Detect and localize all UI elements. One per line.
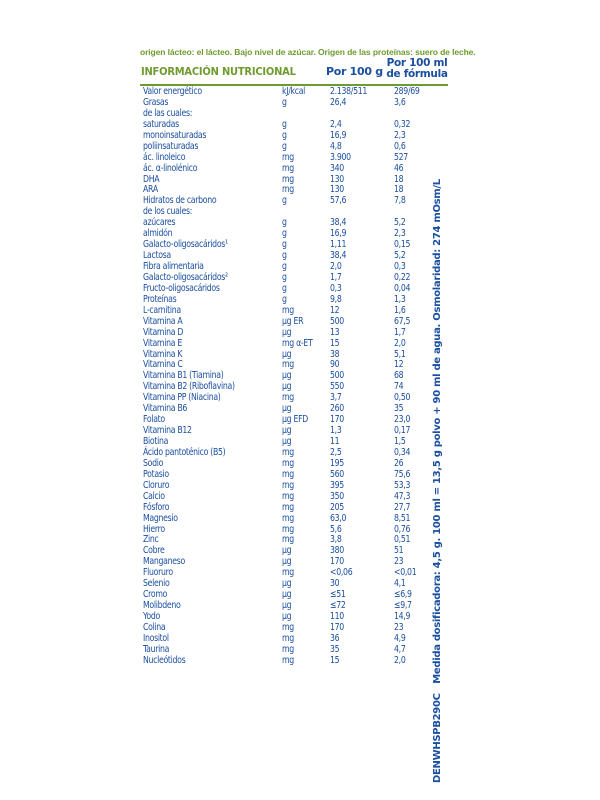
nutrient-name: Galacto-oligosacáridos¹ [143,239,228,251]
value-per-100g: 38,4 [330,250,347,262]
nutrient-row [140,633,440,644]
side-note [432,179,443,783]
nutrient-row [140,622,440,633]
value-per-100g: 205 [330,501,344,513]
nutrient-name: Hidratos de carbono [143,195,217,207]
value-per-100g: 16,9 [330,129,347,141]
nutrient-unit: mg α-ET [282,337,313,349]
nutrient-name: Calcio [143,490,165,502]
nutrient-row [140,589,440,600]
value-per-100ml: 51 [394,545,404,557]
value-per-100g: <0,06 [330,567,353,579]
nutrient-row [140,130,440,141]
nutrient-unit: µg [282,600,292,612]
table-header [140,58,448,83]
nutrient-unit: mg [282,304,294,316]
nutrient-row [140,195,440,206]
nutrient-row [140,174,440,185]
value-per-100ml: 23 [394,556,404,568]
nutrient-name: ác. linoleico [143,151,186,163]
nutrient-name: de las cuales: [143,107,193,119]
nutrient-name: Vitamina B12 [143,425,192,437]
nutrient-name: L-carnitina [143,304,181,316]
value-per-100g: 3,8 [330,534,342,546]
nutrient-row [140,491,440,502]
nutrient-name: Valor energético [143,86,202,97]
value-per-100g: 16,9 [330,228,347,240]
nutrient-row [140,392,440,403]
value-per-100ml: 0,34 [394,446,411,458]
nutrient-row [140,86,440,97]
nutrient-unit: µg [282,425,292,437]
value-per-100ml: <0,01 [394,567,417,579]
nutrient-row [140,272,440,283]
nutrient-name: Folato [143,414,165,426]
nutrient-name: Vitamina E [143,337,182,349]
nutrient-unit: mg [282,173,294,185]
value-per-100g: 26,4 [330,96,347,108]
value-per-100ml: 0,76 [394,523,411,535]
nutrient-row [140,556,440,567]
nutrient-name: Potasio [143,468,169,480]
value-per-100ml: 1,6 [394,304,406,316]
nutrient-unit: mg [282,501,294,513]
nutrient-row [140,436,440,447]
value-per-100g: 500 [330,370,344,382]
value-per-100ml: 23 [394,621,404,633]
value-per-100g: 1,3 [330,425,342,437]
value-per-100ml: 8,51 [394,512,411,524]
nutrient-name: Selenio [143,578,170,590]
nutrient-row [140,534,440,545]
nutrient-name: Fósforo [143,501,170,513]
nutrient-name: Magnesio [143,512,178,524]
value-per-100ml: 0,04 [394,282,411,294]
nutrient-row [140,141,440,152]
value-per-100ml: 0,32 [394,118,411,130]
value-per-100g: 2.138/511 [330,86,368,97]
nutrient-row [140,152,440,163]
value-per-100g: 3.900 [330,151,351,163]
dosage-note: Medida dosificadora: 4,5 g. 100 ml = 13,5 g polvo + 90 ml de agua. Osmolaridad: 274 mOsm/L [432,179,443,684]
nutrient-name: Sodio [143,457,164,469]
nutrient-unit: mg [282,392,294,404]
value-per-100ml: 46 [394,162,404,174]
value-per-100g: 0,3 [330,282,342,294]
nutrient-unit: µg [282,348,292,360]
nutrient-unit: g [282,195,287,207]
value-per-100g: 1,11 [330,239,347,251]
nutrient-unit: g [282,261,287,272]
nutrient-name: Fibra alimentaria [143,261,204,272]
value-per-100ml: 23,0 [394,414,411,426]
nutrient-unit: mg [282,359,294,371]
nutrient-row [140,359,440,370]
nutrient-row [140,283,440,294]
nutrient-name: Cromo [143,589,168,601]
value-per-100g: 2,4 [330,118,342,130]
nutrient-unit: g [282,239,287,251]
nutrient-unit: mg [282,523,294,535]
value-per-100g: 500 [330,315,344,327]
column-header-per-100g: Por 100 g [326,65,383,78]
nutrient-unit: mg [282,621,294,633]
nutrient-name: Vitamina D [143,326,184,338]
value-per-100ml: 289/69 [394,86,420,97]
value-per-100g: 4,8 [330,140,342,152]
value-per-100ml: 527 [394,151,408,163]
value-per-100ml: 5,2 [394,250,406,262]
nutrition-table [140,86,440,666]
value-per-100g: 38 [330,348,340,360]
value-per-100g: 170 [330,414,344,426]
nutrient-row [140,349,440,360]
nutrient-row [140,567,440,578]
nutrient-name: Molibdeno [143,600,181,612]
nutrient-name: Nucleótidos [143,654,186,666]
value-per-100g: 395 [330,479,344,491]
nutrient-name: Vitamina A [143,315,183,327]
nutrient-row [140,184,440,195]
value-per-100g: 170 [330,621,344,633]
nutrient-row [140,108,440,119]
nutrient-unit: g [282,271,287,283]
nutrient-unit: µg [282,589,292,601]
value-per-100g: 35 [330,643,340,655]
nutrient-name: Vitamina C [143,359,183,371]
nutrient-unit: g [282,129,287,141]
nutrient-unit: g [282,118,287,130]
nutrient-name: Fluoruro [143,567,173,579]
value-per-100g: 90 [330,359,340,371]
value-per-100g: 2,0 [330,261,342,272]
value-per-100ml: 14,9 [394,611,411,622]
value-per-100g: 38,4 [330,217,347,229]
nutrient-unit: µg [282,326,292,338]
nutrient-name: Galacto-oligosacáridos² [143,271,228,283]
nutrient-row [140,327,440,338]
nutrient-unit: µg [282,611,292,622]
value-per-100g: 5,6 [330,523,342,535]
nutrient-unit: mg [282,512,294,524]
nutrient-unit: µg [282,578,292,590]
nutrient-unit: µg [282,436,292,447]
nutrient-name: Grasas [143,96,169,108]
nutrient-unit: µg EFD [282,414,308,426]
nutrient-unit: g [282,293,287,305]
value-per-100g: 11 [330,436,340,447]
nutrient-name: Hierro [143,523,165,535]
nutrient-name: Manganeso [143,556,185,568]
nutrient-name: Ácido pantoténico (B5) [143,446,226,458]
nutrient-row [140,447,440,458]
value-per-100g: 13 [330,326,340,338]
value-per-100g: 195 [330,457,344,469]
nutrient-row [140,338,440,349]
value-per-100g: 170 [330,556,344,568]
nutrient-unit: mg [282,446,294,458]
nutrient-name: poliinsaturadas [143,140,199,152]
nutrient-row [140,381,440,392]
nutrient-name: Vitamina PP (Niacina) [143,392,221,404]
value-per-100ml: 0,22 [394,271,411,283]
nutrient-name: Zinc [143,534,159,546]
value-per-100ml: 3,6 [394,96,406,108]
nutrient-unit: g [282,282,287,294]
value-per-100ml: 5,2 [394,217,406,229]
nutrient-unit: µg [282,556,292,568]
value-per-100g: 130 [330,173,344,185]
value-per-100ml: 1,7 [394,326,406,338]
nutrient-row [140,294,440,305]
value-per-100ml: 0,15 [394,239,411,251]
nutrient-name: ác. α-linolénico [143,162,198,174]
nutrient-row [140,545,440,556]
value-per-100ml: 4,1 [394,578,406,590]
top-banner-text: origen lácteo: el lácteo. Bajo nivel de azúcar. Origen de las proteínas: suero de leche. [140,47,476,57]
nutrient-unit: mg [282,151,294,163]
nutrient-row [140,524,440,535]
nutrient-unit: mg [282,643,294,655]
value-per-100g: 9,8 [330,293,342,305]
value-per-100ml: 0,51 [394,534,411,546]
value-per-100ml: 1,5 [394,436,406,447]
value-per-100ml: 68 [394,370,404,382]
nutrient-row [140,163,440,174]
value-per-100ml: 53,3 [394,479,411,491]
nutrient-name: Vitamina B1 (Tiamina) [143,370,224,382]
value-per-100ml: 0,3 [394,261,406,272]
nutrient-name: monoinsaturadas [143,129,207,141]
nutrient-unit: mg [282,632,294,644]
nutrient-name: Colina [143,621,166,633]
nutrient-row [140,644,440,655]
column-header-per-100ml [384,58,450,80]
nutrient-unit: mg [282,457,294,469]
value-per-100g: 57,6 [330,195,347,207]
value-per-100g: 15 [330,654,340,666]
nutrient-unit: mg [282,184,294,196]
nutrient-name: Yodo [143,611,160,622]
nutrient-row [140,119,440,130]
value-per-100ml: 18 [394,173,404,185]
nutrient-name: Inositol [143,632,169,644]
value-per-100g: 30 [330,578,340,590]
nutrient-row [140,403,440,414]
nutrient-name: Biotina [143,436,169,447]
value-per-100g: 380 [330,545,344,557]
value-per-100ml: 0,6 [394,140,406,152]
value-per-100ml: 67,5 [394,315,411,327]
value-per-100ml: 4,7 [394,643,406,655]
nutrient-row [140,513,440,524]
value-per-100g: 36 [330,632,340,644]
value-per-100ml: 74 [394,381,404,393]
nutrient-unit: µg [282,381,292,393]
value-per-100g: 260 [330,403,344,415]
product-code: DENWHSPB290C [432,693,443,783]
nutrient-row [140,469,440,480]
nutrient-row [140,425,440,436]
value-per-100ml: 2,0 [394,337,406,349]
nutrient-row [140,250,440,261]
nutrient-name: de los cuales: [143,206,193,218]
value-per-100ml: 5,1 [394,348,406,360]
value-per-100ml: 7,8 [394,195,406,207]
nutrient-name: azúcares [143,217,176,229]
value-per-100g: 63,0 [330,512,347,524]
nutrient-row [140,217,440,228]
nutrient-row [140,414,440,425]
nutrient-name: Vitamina B6 [143,403,188,415]
nutrient-unit: mg [282,567,294,579]
nutrient-row [140,305,440,316]
nutrient-unit: kJ/kcal [282,86,306,97]
table-title: INFORMACIÓN NUTRICIONAL [141,65,296,78]
nutrient-row [140,228,440,239]
nutrient-name: Cobre [143,545,165,557]
value-per-100g: 550 [330,381,344,393]
nutrient-unit: µg [282,370,292,382]
value-per-100g: 12 [330,304,340,316]
nutrient-name: ARA [143,184,158,196]
nutrient-unit: g [282,250,287,262]
nutrient-row [140,611,440,622]
value-per-100ml: 2,0 [394,654,406,666]
value-per-100ml: 2,3 [394,129,406,141]
nutrient-unit: g [282,217,287,229]
nutrient-row [140,206,440,217]
value-per-100ml: 18 [394,184,404,196]
value-per-100g: 340 [330,162,344,174]
nutrient-row [140,316,440,327]
nutrient-row [140,261,440,272]
nutrient-name: DHA [143,173,160,185]
nutrient-row [140,370,440,381]
value-per-100ml: 0,17 [394,425,411,437]
nutrient-unit: g [282,140,287,152]
nutrient-unit: mg [282,468,294,480]
nutrient-name: saturadas [143,118,179,130]
value-per-100ml: 1,3 [394,293,406,305]
nutrient-unit: g [282,228,287,240]
nutrient-row [140,600,440,611]
nutrient-unit: mg [282,479,294,491]
value-per-100g: 110 [330,611,344,622]
nutrient-row [140,480,440,491]
nutrient-row [140,458,440,469]
value-per-100g: 3,7 [330,392,342,404]
nutrient-unit: µg [282,545,292,557]
nutrient-name: Fructo-oligosacáridos [143,282,220,294]
value-per-100g: 15 [330,337,340,349]
value-per-100g: 560 [330,468,344,480]
value-per-100ml: 26 [394,457,404,469]
nutrient-unit: mg [282,654,294,666]
value-per-100g: 1,7 [330,271,342,283]
value-per-100ml: ≤6,9 [394,589,412,601]
nutrient-name: Cloruro [143,479,170,491]
nutrient-row [140,239,440,250]
column-header-per-100ml-line1: Por 100 ml [386,57,448,69]
value-per-100g: 130 [330,184,344,196]
nutrient-name: Vitamina B2 (Riboflavina) [143,381,235,393]
value-per-100ml: ≤9,7 [394,600,412,612]
nutrient-name: Lactosa [143,250,171,262]
value-per-100ml: 75,6 [394,468,411,480]
value-per-100g: ≤51 [330,589,346,601]
value-per-100g: 2,5 [330,446,342,458]
value-per-100ml: 47,3 [394,490,411,502]
nutrient-name: Proteínas [143,293,177,305]
nutrient-row [140,578,440,589]
nutrient-unit: g [282,96,287,108]
nutrient-name: Taurina [143,643,170,655]
nutrient-row [140,502,440,513]
nutrient-unit: mg [282,162,294,174]
value-per-100ml: 4,9 [394,632,406,644]
nutrient-unit: µg [282,403,292,415]
nutrient-row [140,655,440,666]
nutrient-name: almidón [143,228,173,240]
nutrient-unit: µg ER [282,315,304,327]
column-header-per-100ml-line2: de fórmula [386,68,448,80]
value-per-100ml: 27,7 [394,501,411,513]
nutrient-unit: mg [282,490,294,502]
nutrient-name: Vitamina K [143,348,183,360]
nutrient-row [140,97,440,108]
value-per-100ml: 35 [394,403,404,415]
value-per-100ml: 12 [394,359,404,371]
value-per-100g: 350 [330,490,344,502]
value-per-100g: ≤72 [330,600,346,612]
value-per-100ml: 0,50 [394,392,411,404]
nutrient-unit: mg [282,534,294,546]
value-per-100ml: 2,3 [394,228,406,240]
